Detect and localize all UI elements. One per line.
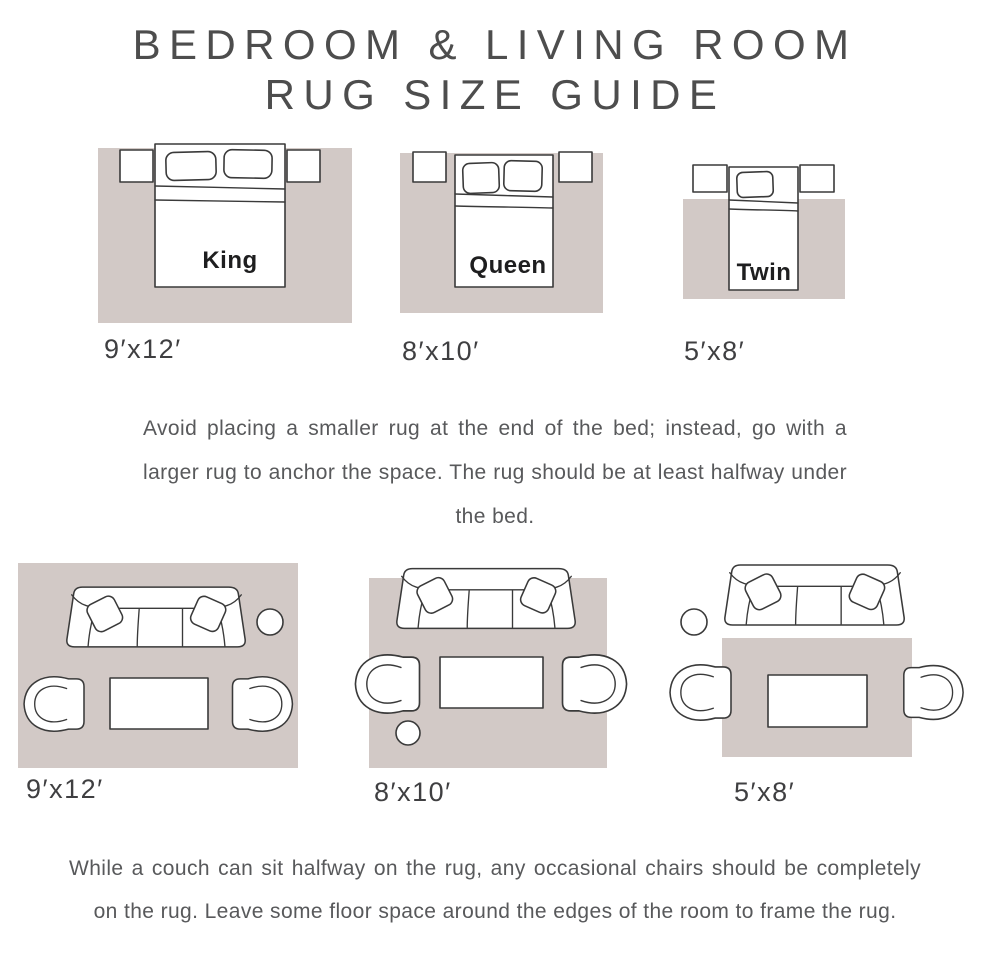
page-title	[0, 20, 990, 120]
rug-size-label-living-8x10: 8′x10′	[374, 777, 452, 807]
bedroom-diagram-twin	[683, 160, 845, 300]
title-line-1: BEDROOM & LIVING ROOM	[132, 21, 858, 68]
rug-size-label-bedroom-9x12: 9′x12′	[104, 334, 182, 364]
living-room-diagram-5x8	[660, 560, 970, 760]
bed-size-label-twin: Twin	[736, 259, 792, 286]
couch-icon	[67, 587, 245, 647]
bedroom-queen-illustration	[400, 148, 603, 313]
title-line-2: RUG SIZE GUIDE	[264, 71, 726, 118]
living-room-diagram-9x12	[18, 563, 298, 768]
side-table-icon	[257, 609, 283, 635]
nightstand-icon	[287, 150, 320, 182]
bed-size-label-queen: Queen	[469, 252, 547, 279]
armchair-right-icon	[563, 655, 627, 713]
nightstand-icon	[693, 165, 727, 192]
living-room-diagram-8x10	[350, 565, 640, 770]
bedroom-diagram-king	[96, 142, 354, 324]
nightstand-icon	[120, 150, 153, 182]
living-room-9x12-illustration	[18, 563, 298, 768]
armchair-right-icon	[233, 677, 293, 731]
living-room-note: While a couch can sit halfway on the rug, any occasional chairs should be completely on the rug. Leave some floor space around the edges of the room to frame the rug.	[69, 857, 921, 923]
nightstand-icon	[800, 165, 834, 192]
nightstand-icon	[413, 152, 446, 182]
bedroom-diagram-queen	[400, 148, 603, 313]
bedroom-note: Avoid placing a smaller rug at the end of the bed; instead, go with a larger rug to anchor the space. The rug should be at least halfway under the bed.	[143, 417, 847, 528]
side-table-icon	[396, 721, 420, 745]
armchair-left-icon	[24, 677, 84, 731]
rug-size-label-living-5x8: 5′x8′	[734, 777, 796, 807]
living-room-8x10-illustration	[350, 565, 640, 770]
coffee-table-icon	[440, 657, 543, 708]
armchair-left-icon	[670, 665, 731, 720]
rug-size-label-bedroom-5x8: 5′x8′	[684, 336, 746, 366]
bedroom-king-illustration	[96, 142, 354, 324]
rug-size-label-bedroom-8x10: 8′x10′	[402, 336, 480, 366]
rug-size-label-living-9x12: 9′x12′	[26, 774, 104, 804]
nightstand-icon	[559, 152, 592, 182]
bed-size-label-king: King	[202, 247, 258, 274]
living-room-5x8-illustration	[660, 560, 970, 760]
couch-icon	[725, 565, 904, 625]
coffee-table-icon	[110, 678, 208, 729]
armchair-left-icon	[355, 655, 419, 713]
side-table-icon	[681, 609, 707, 635]
bedroom-twin-illustration	[683, 160, 845, 300]
coffee-table-icon	[768, 675, 867, 727]
armchair-right-icon	[904, 666, 963, 720]
couch-icon	[397, 569, 575, 629]
